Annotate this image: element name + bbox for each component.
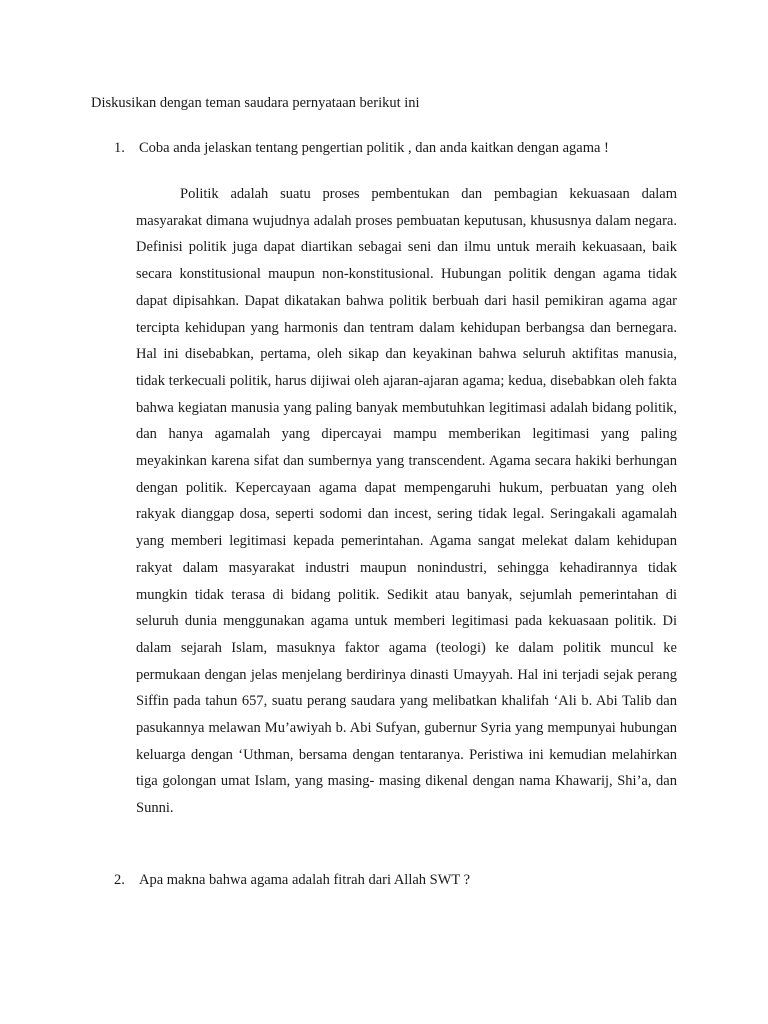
question-2-text: Apa makna bahwa agama adalah fitrah dari Allah SWT ? xyxy=(139,872,471,888)
question-1 xyxy=(114,139,609,157)
question-2 xyxy=(114,871,470,889)
question-2-number: 2. xyxy=(114,872,125,888)
intro-instruction: Diskusikan dengan teman saudara pernyataan berikut ini xyxy=(91,95,420,111)
question-1-number: 1. xyxy=(114,140,125,156)
answer-1-paragraph: Politik adalah suatu proses pembentukan dan pembagian kekuasaan dalam masyarakat dimana wujudnya adalah proses pembuatan keputusan, khususnya dalam negara. Definisi politik juga dapat diartikan sebagai seni dan ilmu untuk meraih kekuasaan, baik secara konstitusional maupun non-konstitusional. Hubungan politik dengan agama tidak dapat dipisahkan. Dapat dikatakan bahwa politik berbuah dari hasil pemikiran agama agar tercipta kehidupan yang harmonis dan tentram dalam kehidupan berbangsa dan bernegara. Hal ini disebabkan, pertama, oleh sikap dan keyakinan bahwa seluruh aktifitas manusia, tidak terkecuali politik, harus dijiwai oleh ajaran-ajaran agama; kedua, disebabkan oleh fakta bahwa kegiatan manusia yang paling banyak membutuhkan legitimasi adalah bidang politik, dan hanya agamalah yang dipercayai mampu memberikan legitimasi yang paling meyakinkan karena sifat dan sumbernya yang transcendent. Agama secara hakiki berhungan dengan politik. Kepercayaan agama dapat mempengaruhi hukum, perbuatan yang oleh rakyak dianggap dosa, seperti sodomi dan incest, sering tidak legal. Seringakali agamalah yang memberi legitimasi kepada pemerintahan. Agama sangat melekat dalam kehidupan rakyat dalam masyarakat industri maupun nonindustri, sehingga kehadirannya tidak mungkin tidak terasa di bidang politik. Sedikit atau banyak, sejumlah pemerintahan di seluruh dunia menggunakan agama untuk memberi legitimasi pada kekuasaan politik. Di dalam sejarah Islam, masuknya faktor agama (teologi) ke dalam politik muncul ke permukaan dengan jelas menjelang berdirinya dinasti Umayyah. Hal ini terjadi sejak perang Siffin pada tahun 657, suatu perang saudara yang melibatkan khalifah ‘Ali b. Abi Talib dan pasukannya melawan Mu’awiyah b. Abi Sufyan, gubernur Syria yang mempunyai hubungan keluarga dengan ‘Uthman, bersama dengan tentaranya. Peristiwa ini kemudian melahirkan tiga golongan umat Islam, yang masing- masing dikenal dengan nama Khawarij, Shi’a, dan Sunni. xyxy=(136,186,677,817)
question-1-text: Coba anda jelaskan tentang pengertian politik , dan anda kaitkan dengan agama ! xyxy=(139,140,609,156)
